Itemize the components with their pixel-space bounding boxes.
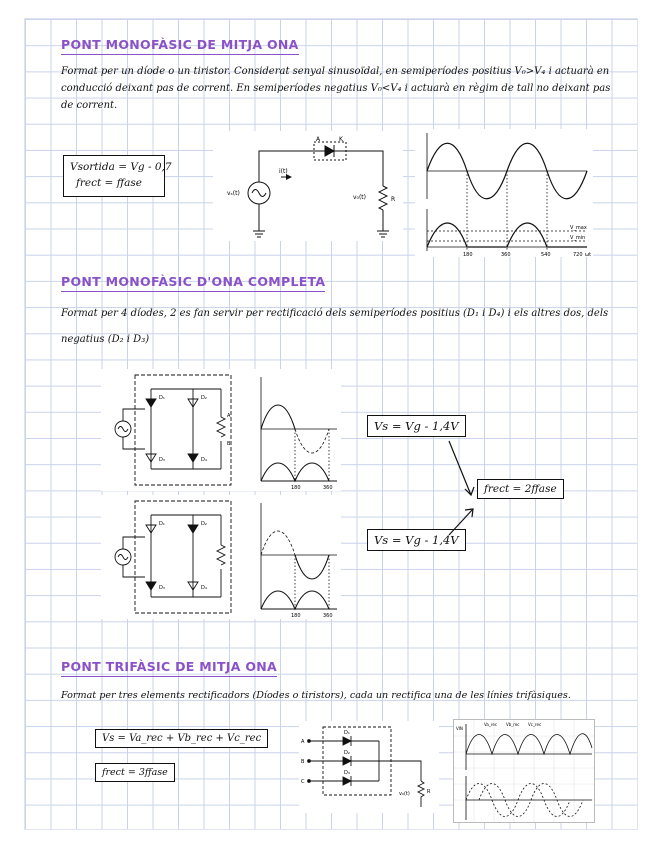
equation-frect: frect = ffase xyxy=(76,177,142,189)
diode-d3-label-b: D₃ xyxy=(159,585,165,591)
section-body-three-phase: Format per tres elements rectificadors (Díodes o tiristors), cada un rectifica una de les línies trifàsiques. xyxy=(61,690,571,701)
output-voltage-label: v₀(t) xyxy=(353,194,366,201)
equation-box-three-phase-frect: frect = 3ffase xyxy=(95,763,175,782)
arrows-to-frect xyxy=(445,437,485,537)
tick-360: 360 xyxy=(501,252,511,257)
va-rec-label: Va_rec xyxy=(484,722,498,727)
diode-d2-label: D₂ xyxy=(201,395,207,401)
diode-d1-label: D₁ xyxy=(159,395,165,401)
node-b-label: B xyxy=(227,441,231,447)
equation-box-frect-full: frect = 2ffase xyxy=(477,479,564,499)
phase-b-label: B xyxy=(301,759,305,765)
node-a-label: A xyxy=(227,413,231,419)
phase-c-label: C xyxy=(301,779,305,785)
tick-720: 720 xyxy=(573,252,583,257)
anode-label: A xyxy=(316,136,321,143)
diode-d4-label-b: D₄ xyxy=(201,585,207,591)
phase-a-label: A xyxy=(301,739,305,745)
section-title-full-wave: PONT MONOFÀSIC D'ONA COMPLETA xyxy=(61,274,326,289)
section-title-three-phase: PONT TRIFÀSIC DE MITJA ONA xyxy=(61,659,278,674)
current-label: i(t) xyxy=(279,168,288,175)
resistor-label: R xyxy=(391,196,396,203)
equation-box-vs-bottom: Vs = Vg - 1,4V xyxy=(367,529,466,551)
half-wave-circuit-diagram xyxy=(213,131,403,241)
section-body-full-wave: Format per 4 díodes, 2 es fan servir per rectificació dels semiperíodes positius (D₁ i D₄) i els altres dos, dels negatius (D₂ i D₃) xyxy=(61,308,609,345)
diode-d2-label-b: D₂ xyxy=(201,521,207,527)
tick-360-bottom: 360 xyxy=(323,613,333,619)
tick-180: 180 xyxy=(463,252,473,257)
section-body-half-wave: Format per un díode o un tiristor. Considerat senyal sinusoïdal, en semiperíodes positius V₀>V₄ i actuarà en conducció deixant pas de corrent. En semiperíodes negatius V₀<V₄ i actuarà en règim de tall no deixant pas de corrent. xyxy=(61,66,611,111)
vmin-label: V_min xyxy=(570,235,586,241)
tick-360-top: 360 xyxy=(323,485,333,491)
vb-rec-label: Vb_rec xyxy=(506,722,520,727)
full-wave-bridge-diagram-bottom xyxy=(101,495,341,619)
diode-d1-label-b: D₁ xyxy=(159,521,165,527)
tri-diode-d2-label: D₂ xyxy=(344,750,350,756)
tri-diode-d3-label: D₃ xyxy=(344,770,350,776)
tick-180-bottom: 180 xyxy=(291,613,301,619)
diode-d3-label: D₃ xyxy=(159,457,165,463)
full-wave-bridge-diagram-top xyxy=(101,369,341,491)
vmax-label: V_max xyxy=(570,225,587,231)
section-title-half-wave: PONT MONOFÀSIC DE MITJA ONA xyxy=(61,37,299,52)
tri-diode-d1-label: D₁ xyxy=(344,730,350,736)
equation-vsortida: Vsortida = Vg - 0,7 xyxy=(70,161,172,173)
equation-box-three-phase-vs: Vs = Va_rec + Vb_rec + Vc_rec xyxy=(95,729,268,748)
tri-resistor-label: R xyxy=(427,789,431,795)
three-phase-circuit-diagram xyxy=(299,721,439,813)
tick-540: 540 xyxy=(541,252,551,257)
notebook-page xyxy=(24,18,638,830)
vc-rec-label: Vc_rec xyxy=(528,722,542,727)
source-voltage-label: vₛ(t) xyxy=(227,190,240,197)
tri-output-label: v₀(t) xyxy=(399,791,410,797)
equation-box-vs-top: Vs = Vg - 1,4V xyxy=(367,415,466,437)
tick-180-top: 180 xyxy=(291,485,301,491)
three-phase-waveform-plot xyxy=(453,719,595,823)
cathode-label: K xyxy=(339,136,343,143)
diode-d4-label: D₄ xyxy=(201,457,207,463)
omega-t-label: ωt xyxy=(585,252,592,257)
vin-label: VIN xyxy=(456,726,463,731)
half-wave-waveform-plot xyxy=(415,129,593,257)
equation-box-half-wave xyxy=(63,155,172,197)
